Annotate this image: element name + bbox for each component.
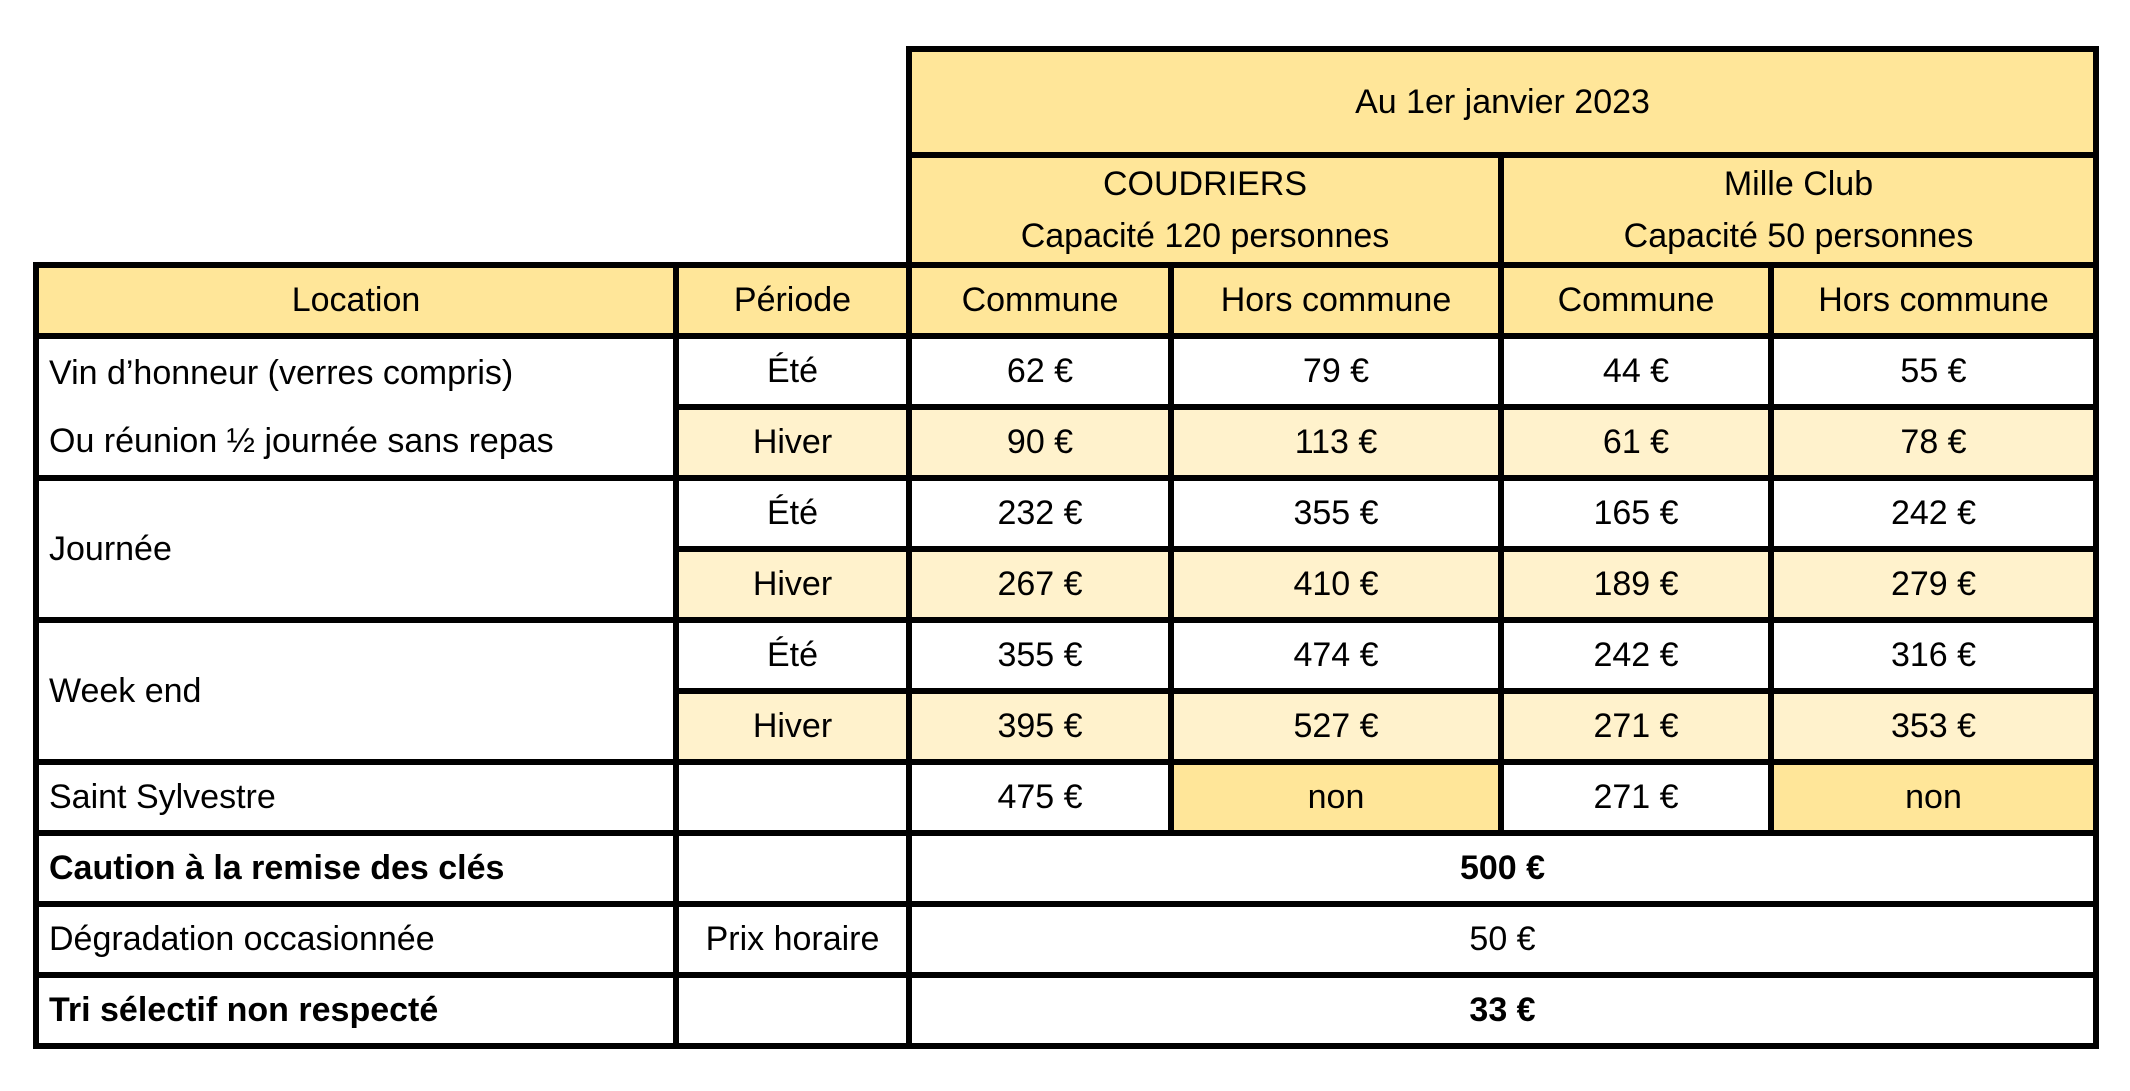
- period-cell: Prix horaire: [676, 904, 909, 975]
- price-cell: 267 €: [909, 549, 1171, 620]
- price-cell: 242 €: [1771, 478, 2096, 549]
- tri-value: 33 €: [909, 975, 2096, 1046]
- col-header-periode: Période: [676, 265, 909, 336]
- price-cell: 353 €: [1771, 691, 2096, 762]
- venue1-capacity: Capacité 120 personnes: [1020, 217, 1390, 255]
- price-cell: 90 €: [909, 407, 1171, 478]
- venue2-capacity: Capacité 50 personnes: [1623, 217, 1974, 255]
- degradation-value: 50 €: [909, 904, 2096, 975]
- price-cell: 279 €: [1771, 549, 2096, 620]
- price-cell: 113 €: [1171, 407, 1501, 478]
- price-cell: 527 €: [1171, 691, 1501, 762]
- column-header-row: [36, 265, 2096, 336]
- period-cell: Hiver: [676, 549, 909, 620]
- row-label-vin-line1: Vin d’honneur (verres compris): [36, 336, 676, 407]
- venue1-name: COUDRIERS: [1102, 165, 1308, 203]
- unavailable-cell: non: [1171, 762, 1501, 833]
- row-label-vin-line2: Ou réunion ½ journée sans repas: [36, 407, 676, 478]
- table-row: [36, 762, 2096, 833]
- blank-corner-2: [36, 155, 909, 265]
- table-row: [36, 904, 2096, 975]
- period-cell: Été: [676, 336, 909, 407]
- table-row: [36, 478, 2096, 549]
- date-header-row: [36, 49, 2096, 155]
- col-header-hors-commune-2: Hors commune: [1771, 265, 2096, 336]
- blank-corner: [36, 49, 909, 155]
- period-cell: Hiver: [676, 691, 909, 762]
- price-cell: 355 €: [1171, 478, 1501, 549]
- table-row: [36, 407, 2096, 478]
- price-cell: 62 €: [909, 336, 1171, 407]
- price-cell: 232 €: [909, 478, 1171, 549]
- caution-value: 500 €: [909, 833, 2096, 904]
- col-header-commune-1: Commune: [909, 265, 1171, 336]
- price-cell: 242 €: [1501, 620, 1771, 691]
- col-header-location: Location: [36, 265, 676, 336]
- tariff-table: [33, 46, 2099, 1049]
- col-header-hors-commune-1: Hors commune: [1171, 265, 1501, 336]
- price-cell: 189 €: [1501, 549, 1771, 620]
- table-row: [36, 975, 2096, 1046]
- price-cell: 61 €: [1501, 407, 1771, 478]
- price-cell: 271 €: [1501, 762, 1771, 833]
- price-cell: 271 €: [1501, 691, 1771, 762]
- price-cell: 78 €: [1771, 407, 2096, 478]
- price-cell: 44 €: [1501, 336, 1771, 407]
- price-cell: 355 €: [909, 620, 1171, 691]
- price-cell: 316 €: [1771, 620, 2096, 691]
- table-row: [36, 336, 2096, 407]
- period-cell: Hiver: [676, 407, 909, 478]
- period-cell-empty: [676, 975, 909, 1046]
- period-cell: Été: [676, 620, 909, 691]
- row-label-saint-sylvestre: Saint Sylvestre: [36, 762, 676, 833]
- venue-coudriers-header: [909, 155, 1501, 265]
- price-cell: 55 €: [1771, 336, 2096, 407]
- table-row: [36, 620, 2096, 691]
- unavailable-cell: non: [1771, 762, 2096, 833]
- date-header: Au 1er janvier 2023: [909, 49, 2096, 155]
- period-cell: Été: [676, 478, 909, 549]
- venue-header-row: [36, 155, 2096, 265]
- col-header-commune-2: Commune: [1501, 265, 1771, 336]
- price-cell: 395 €: [909, 691, 1171, 762]
- row-label-caution: Caution à la remise des clés: [36, 833, 676, 904]
- row-label-weekend: Week end: [36, 620, 676, 762]
- venue-mille-club-header: [1501, 155, 2096, 265]
- price-cell: 474 €: [1171, 620, 1501, 691]
- price-cell: 475 €: [909, 762, 1171, 833]
- price-cell: 410 €: [1171, 549, 1501, 620]
- row-label-journee: Journée: [36, 478, 676, 620]
- row-label-degradation: Dégradation occasionnée: [36, 904, 676, 975]
- price-cell: 79 €: [1171, 336, 1501, 407]
- table-row: [36, 833, 2096, 904]
- venue2-name: Mille Club: [1723, 165, 1874, 203]
- period-cell-empty: [676, 833, 909, 904]
- row-label-tri: Tri sélectif non respecté: [36, 975, 676, 1046]
- period-cell-empty: [676, 762, 909, 833]
- price-cell: 165 €: [1501, 478, 1771, 549]
